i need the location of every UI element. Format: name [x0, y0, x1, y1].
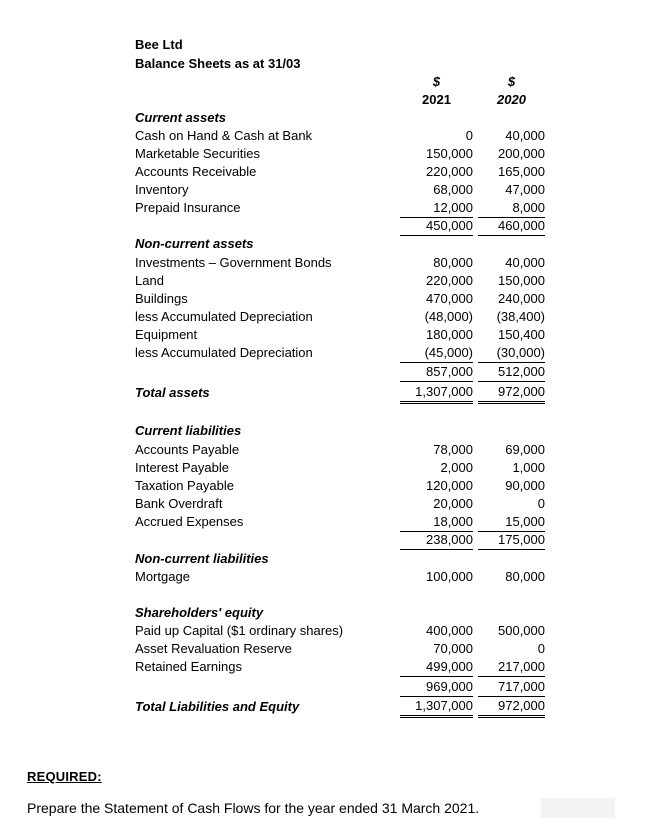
row-label: Taxation Payable [135, 478, 235, 493]
value-2021: 499,000 [400, 658, 473, 677]
subtotal-2021: 969,000 [400, 678, 473, 697]
subtotal-2021: 238,000 [400, 531, 473, 550]
value-2021: 68,000 [433, 182, 473, 197]
currency-2020: $ [507, 74, 516, 89]
company-name: Bee Ltd [135, 37, 183, 52]
value-2021: 150,000 [426, 146, 473, 161]
required-heading: REQUIRED: [27, 769, 102, 784]
value-2020: 0 [537, 641, 545, 656]
row-label: Marketable Securities [135, 146, 260, 161]
row-label: Asset Revaluation Reserve [135, 641, 292, 656]
row-label: Interest Payable [135, 460, 229, 475]
value-2020: 40,000 [505, 128, 545, 143]
section-current-liabilities: Current liabilities [135, 423, 242, 438]
value-2020: (38,400) [496, 309, 545, 324]
row-label: Buildings [135, 291, 188, 306]
value-2020: 90,000 [505, 478, 545, 493]
row-label: less Accumulated Depreciation [135, 345, 313, 360]
value-2021: 220,000 [426, 164, 473, 179]
row-label: Inventory [135, 182, 189, 197]
row-label: Bank Overdraft [135, 496, 223, 511]
section-shareholders-equity: Shareholders' equity [135, 605, 264, 620]
value-2021: 70,000 [433, 641, 473, 656]
subtotal-2020: 717,000 [478, 678, 545, 697]
section-total-assets: Total assets [135, 385, 210, 400]
section-non-current-liabilities: Non-current liabilities [135, 551, 269, 566]
value-2020: 8,000 [478, 199, 545, 218]
value-2020: 1,000 [512, 460, 545, 475]
row-label: Cash on Hand & Cash at Bank [135, 128, 313, 143]
subtotal-2021: 450,000 [400, 217, 473, 236]
value-2021: (45,000) [400, 344, 473, 363]
statement-title: Balance Sheets as at 31/03 [135, 56, 301, 71]
row-label: less Accumulated Depreciation [135, 309, 313, 324]
row-label: Retained Earnings [135, 659, 242, 674]
value-2021: 100,000 [426, 569, 473, 584]
value-2021: 400,000 [426, 623, 473, 638]
row-label: Paid up Capital ($1 ordinary shares) [135, 623, 344, 638]
row-label: Equipment [135, 327, 198, 342]
value-2020: 240,000 [498, 291, 545, 306]
value-2021: 12,000 [400, 199, 473, 218]
total-liab-equity-2021: 1,307,000 [400, 697, 473, 718]
section-non-current-assets: Non-current assets [135, 236, 254, 251]
total-assets-2021: 1,307,000 [400, 383, 473, 404]
value-2020: 0 [537, 496, 545, 511]
row-label: Accrued Expenses [135, 514, 244, 529]
value-2021: 78,000 [433, 442, 473, 457]
section-total-liabilities-equity: Total Liabilities and Equity [135, 699, 300, 714]
value-2020: 80,000 [505, 569, 545, 584]
subtotal-2021: 857,000 [400, 363, 473, 382]
value-2020: 150,400 [498, 327, 545, 342]
value-2021: 220,000 [426, 273, 473, 288]
value-2020: 40,000 [505, 255, 545, 270]
value-2020: 500,000 [498, 623, 545, 638]
value-2020: 200,000 [498, 146, 545, 161]
year-2020-header: 2020 [497, 92, 526, 107]
value-2021: 18,000 [400, 513, 473, 532]
value-2020: 69,000 [505, 442, 545, 457]
instruction-text: Prepare the Statement of Cash Flows for the year ended 31 March 2021. [27, 800, 480, 816]
value-2021: 0 [465, 128, 473, 143]
section-current-assets: Current assets [135, 110, 227, 125]
row-label: Land [135, 273, 164, 288]
value-2021: 120,000 [426, 478, 473, 493]
value-2020: (30,000) [478, 344, 545, 363]
row-label: Accounts Receivable [135, 164, 257, 179]
row-label: Accounts Payable [135, 442, 240, 457]
value-2020: 150,000 [498, 273, 545, 288]
value-2021: 2,000 [440, 460, 473, 475]
total-liab-equity-2020: 972,000 [478, 697, 545, 718]
row-label: Prepaid Insurance [135, 200, 241, 215]
currency-2021: $ [432, 74, 441, 89]
year-2021-header: 2021 [422, 92, 451, 107]
row-label: Investments – Government Bonds [135, 255, 332, 270]
value-2020: 15,000 [478, 513, 545, 532]
value-2021: (48,000) [424, 309, 473, 324]
subtotal-2020: 175,000 [478, 531, 545, 550]
subtotal-2020: 512,000 [478, 363, 545, 382]
value-2021: 470,000 [426, 291, 473, 306]
faint-highlight [541, 798, 615, 818]
total-assets-2020: 972,000 [478, 383, 545, 404]
value-2021: 20,000 [433, 496, 473, 511]
subtotal-2020: 460,000 [478, 217, 545, 236]
value-2020: 47,000 [505, 182, 545, 197]
value-2020: 165,000 [498, 164, 545, 179]
value-2020: 217,000 [478, 658, 545, 677]
row-label: Mortgage [135, 569, 190, 584]
value-2021: 80,000 [433, 255, 473, 270]
value-2021: 180,000 [426, 327, 473, 342]
